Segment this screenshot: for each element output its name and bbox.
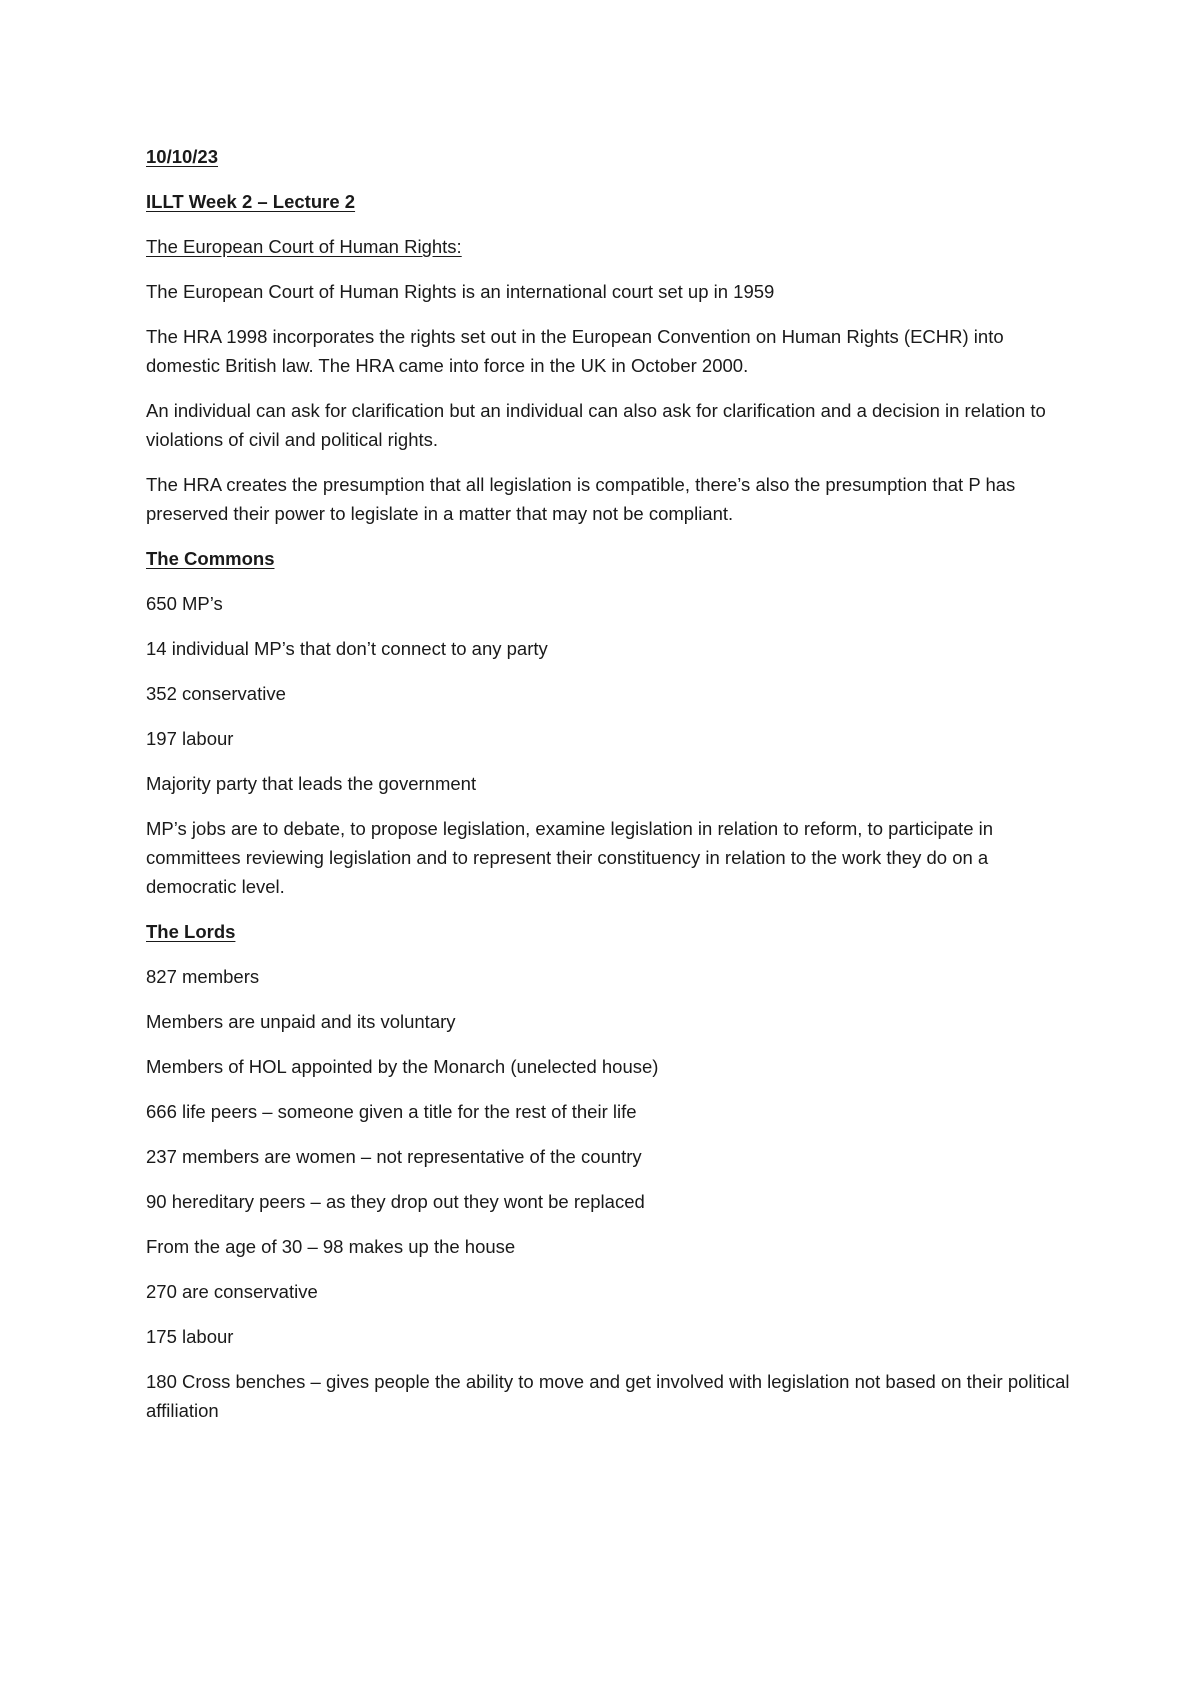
paragraph: The European Court of Human Rights is an international court set up in 1959 (146, 281, 775, 302)
paragraph: 175 labour (146, 1326, 234, 1347)
paragraph: 180 Cross benches – gives people the ability to move and get involved with legislation not based on their political affiliation (146, 1371, 1070, 1421)
paragraph: Members of HOL appointed by the Monarch (unelected house) (146, 1056, 659, 1077)
paragraph: 14 individual MP’s that don’t connect to any party (146, 638, 548, 659)
paragraph: The HRA creates the presumption that all legislation is compatible, there’s also the presumption that P has preserved their power to legislate in a matter that may not be compliant. (146, 474, 1016, 524)
paragraph: An individual can ask for clarification but an individual can also ask for clarification and a decision in relation to violations of civil and political rights. (146, 400, 1046, 450)
paragraph: From the age of 30 – 98 makes up the house (146, 1236, 516, 1257)
paragraph: 650 MP’s (146, 593, 223, 614)
section-heading-lords: The Lords (146, 921, 236, 942)
paragraph: MP’s jobs are to debate, to propose legislation, examine legislation in relation to reform, to participate in committees reviewing legislation and to represent their constituency in relation to the work they do on a democratic level. (146, 818, 994, 897)
paragraph: 666 life peers – someone given a title for the rest of their life (146, 1101, 637, 1122)
paragraph: 270 are conservative (146, 1281, 318, 1302)
paragraph: 827 members (146, 966, 260, 987)
document-date: 10/10/23 (146, 146, 219, 167)
paragraph: The HRA 1998 incorporates the rights set out in the European Convention on Human Rights (ECHR) into domestic British law. The HRA came into force in the UK in October 2000. (146, 326, 1004, 376)
paragraph: 352 conservative (146, 683, 286, 704)
section-heading-commons: The Commons (146, 548, 275, 569)
document-title: ILLT Week 2 – Lecture 2 (146, 191, 356, 212)
paragraph: Members are unpaid and its voluntary (146, 1011, 456, 1032)
paragraph: Majority party that leads the government (146, 773, 477, 794)
document-body (146, 142, 1076, 1441)
paragraph: 90 hereditary peers – as they drop out they wont be replaced (146, 1191, 645, 1212)
section-heading-echr: The European Court of Human Rights: (146, 236, 462, 257)
paragraph: 197 labour (146, 728, 234, 749)
paragraph: 237 members are women – not representative of the country (146, 1146, 642, 1167)
